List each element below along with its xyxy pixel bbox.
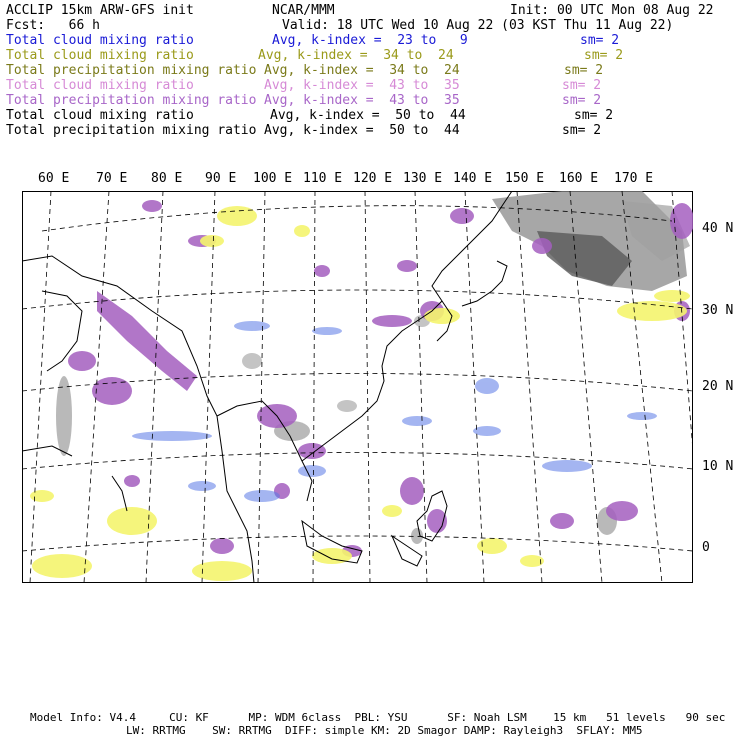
field-legend-row	[6, 93, 740, 108]
field-avg-range: Avg, k-index = 34 to 24	[258, 48, 454, 63]
lon-label: 160 E	[559, 171, 599, 186]
valid-time: Valid: 18 UTC Wed 10 Aug 22 (03 KST Thu 11 Aug 22)	[282, 18, 674, 33]
model-info-line2: LW: RRTMG SW: RRTMG DIFF: simple KM: 2D Smagor DAMP: Rayleigh3 SFLAY: MM5	[126, 724, 643, 737]
lat-label: 10 N	[702, 459, 734, 474]
field-name: Total precipitation mixing ratio	[6, 123, 257, 138]
lon-label: 100 E	[253, 171, 293, 186]
lat-label: 30 N	[702, 303, 734, 318]
lon-label: 120 E	[353, 171, 393, 186]
field-smoothing: sm= 2	[564, 63, 604, 78]
field-legend-row	[6, 123, 740, 138]
field-name: Total cloud mixing ratio	[6, 48, 194, 63]
lat-label: 20 N	[702, 379, 734, 394]
field-legend-row	[6, 48, 740, 63]
field-legend-row	[6, 78, 740, 93]
field-legend-row	[6, 33, 740, 48]
lat-label: 40 N	[702, 221, 734, 236]
field-smoothing: sm= 2	[562, 123, 602, 138]
field-smoothing: sm= 2	[562, 78, 602, 93]
field-avg-range: Avg, k-index = 43 to 35	[264, 78, 460, 93]
lon-label: 70 E	[96, 171, 128, 186]
lon-label: 60 E	[38, 171, 70, 186]
lon-label: 130 E	[403, 171, 443, 186]
init-time: Init: 00 UTC Mon 08 Aug 22	[510, 3, 714, 18]
lon-label: 170 E	[614, 171, 654, 186]
field-avg-range: Avg, k-index = 34 to 24	[264, 63, 460, 78]
forecast-hour: Fcst: 66 h	[6, 18, 100, 33]
field-avg-range: Avg, k-index = 50 to 44	[264, 123, 460, 138]
field-smoothing: sm= 2	[580, 33, 620, 48]
field-avg-range: Avg, k-index = 23 to 9	[272, 33, 468, 48]
lat-label: 0	[702, 540, 710, 555]
lon-label: 90 E	[205, 171, 237, 186]
lon-label: 140 E	[453, 171, 493, 186]
field-avg-range: Avg, k-index = 43 to 35	[264, 93, 460, 108]
map-panel	[22, 191, 693, 583]
lon-label: 80 E	[151, 171, 183, 186]
field-avg-range: Avg, k-index = 50 to 44	[270, 108, 466, 123]
field-smoothing: sm= 2	[574, 108, 614, 123]
field-name: Total precipitation mixing ratio	[6, 63, 257, 78]
field-name: Total cloud mixing ratio	[6, 78, 194, 93]
field-smoothing: sm= 2	[584, 48, 624, 63]
lon-label: 110 E	[303, 171, 343, 186]
lon-label: 150 E	[505, 171, 545, 186]
field-name: Total cloud mixing ratio	[6, 108, 194, 123]
field-name: Total precipitation mixing ratio	[6, 93, 257, 108]
model-info-line1: Model Info: V4.4 CU: KF MP: WDM 6class PBL: YSU SF: Noah LSM 15 km 51 levels 90 sec	[30, 711, 726, 724]
center-label: NCAR/MMM	[272, 3, 335, 18]
field-legend-row	[6, 108, 740, 123]
model-title: ACCLIP 15km ARW-GFS init	[6, 3, 194, 18]
field-name: Total cloud mixing ratio	[6, 33, 194, 48]
field-smoothing: sm= 2	[562, 93, 602, 108]
field-legend-row	[6, 63, 740, 78]
